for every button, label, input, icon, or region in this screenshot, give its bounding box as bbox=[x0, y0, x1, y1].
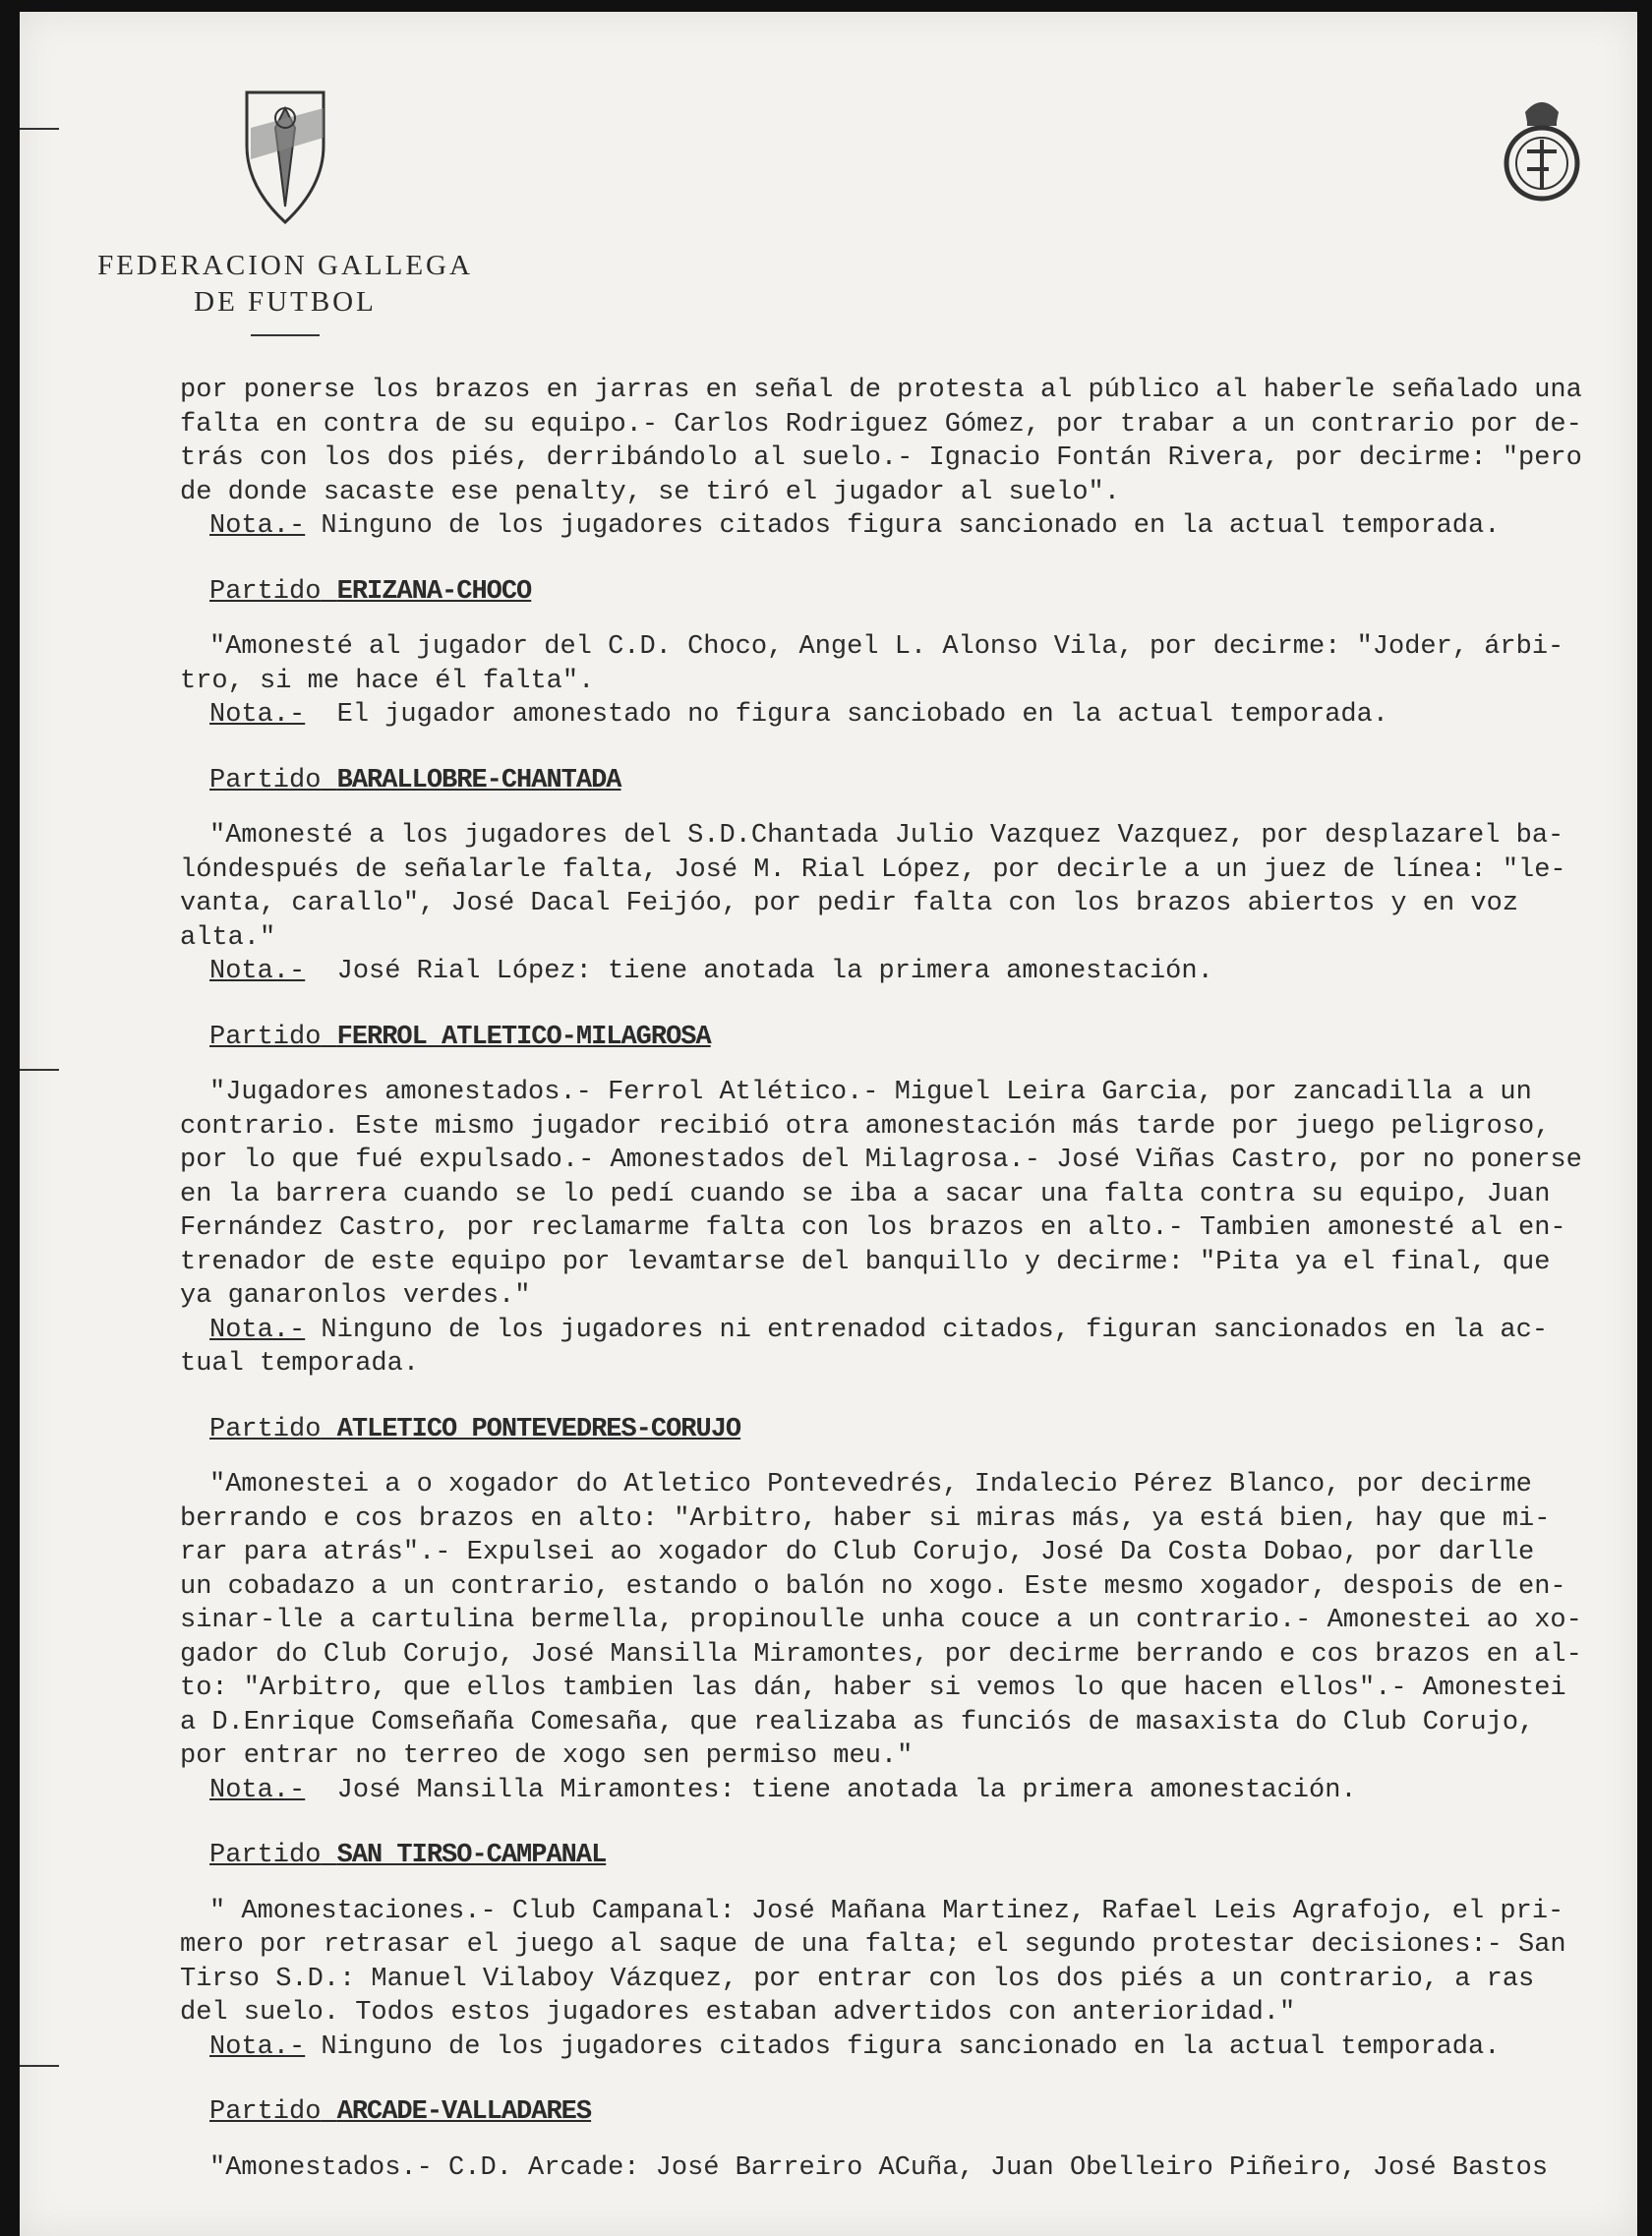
report-line: alta." bbox=[180, 922, 276, 953]
match-name: FERROL ATLETICO-MILAGROSA bbox=[336, 1022, 711, 1052]
report-line: en la barrera cuando se lo pedí cuando se iba a sacar una falta contra su equipo, Juan bbox=[180, 1179, 1551, 1209]
note-label: Nota.- bbox=[209, 511, 306, 541]
report-line: rar para atrás".- Expulsei ao xogador do Club Corujo, José Da Costa Dobao, por darlle bbox=[180, 1538, 1535, 1567]
match-name: ATLETICO PONTEVEDRES-CORUJO bbox=[336, 1414, 741, 1444]
letterhead bbox=[79, 88, 492, 336]
intro-line: por ponerse los brazos en jarras en señal de protesta al público al haberle señalado una bbox=[180, 376, 1582, 405]
report-line: por entrar no terreo de xogo sen permiso meu." bbox=[180, 1741, 914, 1771]
shield-emblem-icon bbox=[241, 88, 329, 226]
match-name: ARCADE-VALLADARES bbox=[336, 2097, 592, 2127]
report-line: vanta, carallo", José Dacal Feijóo, por pedir falta con los brazos abiertos y en voz bbox=[180, 889, 1519, 918]
report-line: sinar-lle a cartulina bermella, propinoulle unha couce a un contrario.- Amonestei ao xo- bbox=[180, 1606, 1582, 1635]
note-text: José Rial López: tiene anotada la primera amonestación. bbox=[305, 957, 1213, 986]
note-label: Nota.- bbox=[209, 1315, 306, 1345]
report-line: por lo que fué expulsado.- Amonestados del Milagrosa.- José Viñas Castro, por no ponerse bbox=[180, 1146, 1582, 1175]
match-name: BARALLOBRE-CHANTADA bbox=[336, 765, 621, 795]
letterhead-rule bbox=[251, 334, 320, 336]
match-note bbox=[180, 698, 1645, 733]
note-text: Ninguno de los jugadores citados figura sancionado en la actual temporada. bbox=[305, 2031, 1501, 2062]
note-label: Nota.- bbox=[209, 700, 306, 730]
note-text: José Mansilla Miramontes: tiene anotada la primera amonestación. bbox=[305, 1775, 1357, 1805]
report-line: " Amonestaciones.- Club Campanal: José Mañana Martinez, Rafael Leis Agrafojo, el pri- bbox=[209, 1896, 1564, 1926]
note-continuation: tual temporada. bbox=[180, 1349, 420, 1379]
report-line: gador do Club Corujo, José Mansilla Miramontes, por decirme berrando e cos brazos en al- bbox=[180, 1639, 1582, 1670]
note-text: Ninguno de los jugadores citados figura sancionado en la actual temporada. bbox=[305, 511, 1501, 541]
report-line: berrando e cos brazos en alto: "Arbitro, haber si miras más, ya está bien, hay que mi- bbox=[180, 1503, 1551, 1534]
note-label: Nota.- bbox=[209, 2031, 306, 2062]
intro-line: falta en contra de su equipo.- Carlos Rodriguez Gómez, por trabar a un contrario por de- bbox=[180, 409, 1582, 440]
match-name: SAN TIRSO-CAMPANAL bbox=[336, 1841, 607, 1870]
report-line: contrario. Este mismo jugador recibió otra amonestación más tarde por juego peligroso, bbox=[180, 1111, 1551, 1142]
note-label: Nota.- bbox=[209, 957, 306, 986]
report-line: un cobadazo a un contrario, estando o balón no xogo. Este mesmo xogador, despois de en- bbox=[180, 1571, 1566, 1602]
report-line: Tirso S.D.: Manuel Vilaboy Vázquez, por entrar con los dos piés a un contrario, a ras bbox=[180, 1964, 1535, 1994]
report-line: Fernández Castro, por reclamarme falta con los brazos en alto.- Tambien amonesté al en- bbox=[180, 1213, 1566, 1243]
note-text: El jugador amonestado no figura sanciobado en la actual temporada. bbox=[305, 700, 1388, 730]
report-line: tro, si me hace él falta". bbox=[180, 666, 595, 696]
match-name: ERIZANA-CHOCO bbox=[336, 576, 532, 607]
page-edge-mark bbox=[20, 1069, 59, 1071]
report-line: trenador de este equipo por levamtarse del banquillo y decirme: "Pita ya el final, que bbox=[180, 1247, 1551, 1277]
match-heading-san-tirso-campanal bbox=[180, 1839, 1645, 1873]
match-note bbox=[180, 1314, 1645, 1348]
report-line: "Amonestados.- C.D. Arcade: José Barreiro ACuña, Juan Obelleiro Piñeiro, José Bastos bbox=[209, 2152, 1549, 2183]
report-line: "Jugadores amonestados.- Ferrol Atlético.- Miguel Leira Garcia, por zancadilla a un bbox=[209, 1078, 1532, 1107]
intro-line: trás con los dos piés, derribándolo al suelo.- Ignacio Fontán Rivera, por decirme: "pero bbox=[180, 443, 1582, 473]
match-prefix: Partido bbox=[209, 1841, 322, 1870]
match-heading-ferrol-milagrosa bbox=[180, 1021, 1645, 1055]
report-line: "Amonesté a los jugadores del S.D.Chantada Julio Vazquez Vazquez, por desplazarel ba- bbox=[209, 821, 1564, 851]
report-line: a D.Enrique Comseñaña Comesaña, que realizaba as funciós de masaxista do Club Corujo, bbox=[180, 1707, 1535, 1737]
report-line: lóndespués de señalarle falta, José M. Rial López, por decirle a un juez de línea: "le- bbox=[180, 854, 1566, 885]
note-label: Nota.- bbox=[209, 1775, 306, 1805]
report-line: "Amonestei a o xogador do Atletico Pontevedrés, Indalecio Pérez Blanco, por decirme bbox=[209, 1470, 1532, 1500]
report-line: mero por retrasar el juego al saque de una falta; el segundo protestar decisiones:- San bbox=[180, 1930, 1566, 1960]
match-heading-arcade-valladares bbox=[180, 2095, 1645, 2130]
match-note bbox=[180, 1774, 1645, 1808]
document-page bbox=[20, 12, 1637, 2236]
federation-name-line2: DE FUTBOL bbox=[194, 286, 377, 318]
match-heading-erizana-choco bbox=[180, 575, 1645, 610]
match-heading-pontevedres-corujo bbox=[180, 1413, 1645, 1447]
report-line: ya ganaronlos verdes." bbox=[180, 1281, 531, 1311]
royal-crest-icon bbox=[1498, 92, 1586, 206]
page-edge-mark bbox=[20, 2065, 59, 2067]
match-heading-barallobre-chantada bbox=[180, 764, 1645, 798]
match-prefix: Partido bbox=[209, 765, 322, 795]
intro-line: de donde sacaste ese penalty, se tiró el jugador al suelo". bbox=[180, 477, 1120, 507]
match-prefix: Partido bbox=[209, 576, 322, 607]
note-text: Ninguno de los jugadores ni entrenadod citados, figuran sancionados en la ac- bbox=[305, 1315, 1549, 1345]
match-prefix: Partido bbox=[209, 2097, 322, 2127]
match-note bbox=[180, 955, 1645, 989]
match-prefix: Partido bbox=[209, 1022, 322, 1052]
intro-note bbox=[180, 509, 1645, 544]
page-edge-mark bbox=[20, 128, 59, 130]
report-line: del suelo. Todos estos jugadores estaban advertidos con anterioridad." bbox=[180, 1998, 1296, 2028]
federation-name-line1: FEDERACION GALLEGA bbox=[97, 250, 473, 281]
letter-body bbox=[180, 374, 1645, 2185]
match-prefix: Partido bbox=[209, 1414, 322, 1444]
match-note bbox=[180, 2030, 1645, 2065]
report-line: to: "Arbitro, que ellos tambien las dán, haber si vemos lo que hacen ellos".- Amonestei bbox=[180, 1674, 1566, 1703]
report-line: "Amonesté al jugador del C.D. Choco, Angel L. Alonso Vila, por decirme: "Joder, árbi- bbox=[209, 632, 1564, 662]
